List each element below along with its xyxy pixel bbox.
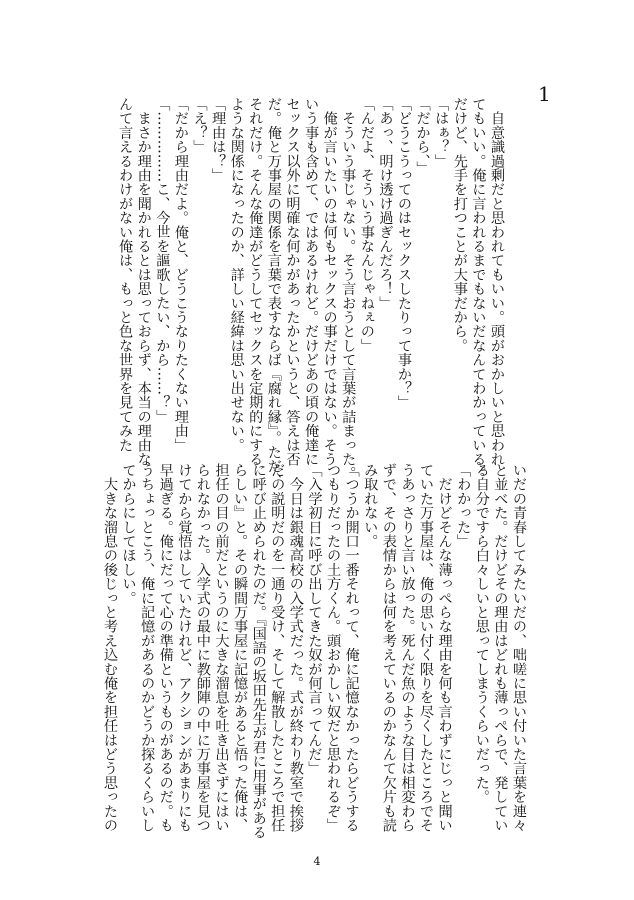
top-text-block [110, 97, 506, 488]
text-line: 「わかった」 [455, 463, 472, 549]
text-line: んて言えるわけがない俺は、もっと色な世界を見てみた [117, 97, 134, 452]
text-line: 「え？」 [191, 97, 208, 154]
text-line: そういう事じゃない。そう言おうとして言葉が詰まった。 [340, 97, 357, 481]
text-line: 「はぁ？」 [433, 97, 450, 168]
text-line: る自分ですら白々しいと思ってしまうくらいだった。 [473, 463, 490, 804]
text-line: まさか理由を聞かれるとは思っておらず、本当の理由な [135, 97, 152, 467]
text-line: いだの青春してみたいだの、咄嗟に思い付いた言葉を連々 [511, 463, 527, 833]
text-line: 「……………こ、今世を謳歌したい、から……？」 [154, 97, 171, 424]
text-line: うあっさりと言い放った。死んだ魚のような目は相変わら [399, 463, 416, 833]
text-line: み取れない。 [362, 463, 379, 549]
text-line: セックス以外に明確な何かがあったかというと、答えは否 [284, 97, 301, 467]
text-line: いう事も含めて、ではあるけれど。だけどあの頃の俺達に [303, 97, 320, 467]
text-line: だけどそんな薄っぺらな理由を何も言わずにじっと聞い [436, 463, 453, 833]
text-line: ていた万事屋は、俺の思い付く限りを尽くしたところでそ [418, 463, 435, 833]
text-line: られなかった。入学式の最中に教師陣の中に万事屋を見つ [194, 463, 211, 833]
text-line: 「理由は？」 [210, 97, 227, 183]
text-line: つもりだったの土方くん。頭おかしい奴だと思われるぞ」 [325, 463, 342, 833]
text-line: らしい』と。その瞬間万事屋に記憶があると悟った俺は、 [232, 463, 249, 833]
page-number: 4 [313, 855, 321, 868]
text-line: だ。俺と万事屋の関係を言葉で表すならば『腐れ縁』。ただ、 [265, 97, 282, 488]
text-line: に呼び止められたのだ。『国語の坂田先生が君に用事がある [250, 463, 267, 840]
text-line: 大きな溜息の後じっと考え込む俺を担任はどう思ったの [101, 463, 118, 833]
text-line: 「つうか開口一番それって、俺に記憶なかったらどうする [343, 463, 360, 833]
text-line: てからにしてほしい。 [120, 463, 137, 605]
text-line: 「どうこうってのはセックスしたりって事か？」 [396, 97, 413, 410]
text-line: と並べた。だけどその理由はどれも薄っぺらで、発してい [492, 463, 509, 833]
text-line: うちょっとこう、俺に記憶があるのかどうか探るくらいし [139, 463, 156, 833]
text-line: 「入学初日に呼び出してきた奴が何言ってんだ」 [306, 463, 323, 776]
chapter-number: 1 [538, 82, 551, 106]
text-line: だけど、先手を打つことが大事だから。 [451, 97, 468, 353]
text-line: 担任の目の前だというのに大きな溜息を吐き出さずにはい [213, 463, 230, 833]
text-line: 「だから理由だよ。俺と、どうこうなりたくない理由」 [172, 97, 189, 452]
text-line: それだけ。そんな俺達がどうしてセックスを定期的にする [247, 97, 264, 467]
text-line: 「だから、」 [414, 97, 431, 176]
text-line: 「んだよ、そういう事なんじゃねぇの」 [358, 97, 375, 353]
bottom-text-block [94, 463, 528, 840]
text-line: ずで、その表情からは何を考えているのかなんて欠片も読 [380, 463, 397, 833]
text-line: 自意識過剰だと思われてもいい。頭がおかしいと思われ [489, 97, 505, 467]
text-line: ような関係になったのか、詳しい経緯は思い出せない。 [228, 97, 245, 452]
text-line: 今日は銀魂高校の入学式だった。式が終わり教室で挨拶 [287, 463, 304, 833]
text-line: 早過ぎる。俺にだって心の準備というものがあるのだ。も [157, 463, 174, 833]
text-line: 俺が言いたいのは何もセックスの事だけではない。そう [321, 97, 338, 467]
text-line: てもいい。俺に言われるまでもないだなんてわかっている。 [470, 97, 487, 481]
text-line: だの説明だのを一通り受け、そして解散したところで担任 [269, 463, 286, 833]
text-line: けてから覚悟はしていたけれど、アクションがあまりにも [176, 463, 193, 833]
text-line: 「あっ、明け透け過ぎんだろ！」 [377, 97, 394, 310]
